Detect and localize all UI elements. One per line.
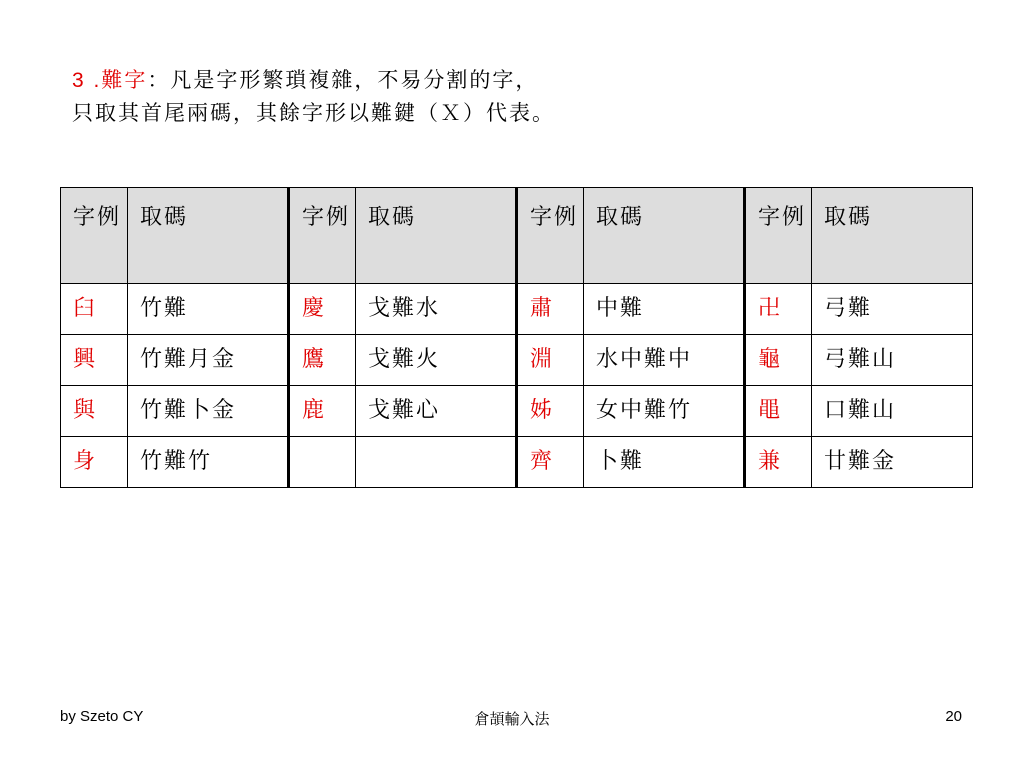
difficult-characters-table [60, 187, 973, 488]
footer-title: 倉頡輸入法 [474, 711, 550, 728]
example-char [289, 437, 356, 488]
code-cell: 女中難竹 [584, 386, 745, 437]
footer-author: by Szeto CY [60, 708, 144, 725]
code-cell: 戈難火 [356, 335, 517, 386]
example-char: 齊 [517, 437, 584, 488]
example-char: 興 [61, 335, 128, 386]
code-cell [356, 437, 517, 488]
example-char: 鹿 [289, 386, 356, 437]
example-char: 淵 [517, 335, 584, 386]
heading-line-2: 只取其首尾兩碼，其餘字形以難鍵（Ｘ）代表。 [72, 101, 555, 125]
example-char: 身 [61, 437, 128, 488]
code-cell: 弓難 [812, 284, 973, 335]
code-cell: 中難 [584, 284, 745, 335]
code-cell: 口難山 [812, 386, 973, 437]
header-code: 取碼 [812, 188, 973, 284]
table-header-row [61, 188, 973, 284]
example-char: 慶 [289, 284, 356, 335]
slide-heading [72, 64, 555, 130]
example-char: 龜 [745, 335, 812, 386]
heading-line1-text: ：凡是字形繁瑣複雜，不易分割的字， [147, 68, 539, 92]
example-char: 卍 [745, 284, 812, 335]
example-char: 鷹 [289, 335, 356, 386]
heading-line-1 [72, 64, 555, 97]
heading-number: 3 . [72, 69, 102, 92]
header-example-char: 字例 [289, 188, 356, 284]
header-code: 取碼 [128, 188, 289, 284]
heading-term: 難字 [101, 68, 148, 92]
code-cell: 廿難金 [812, 437, 973, 488]
page-number: 20 [945, 708, 962, 725]
header-code: 取碼 [584, 188, 745, 284]
code-cell: 竹難卜金 [128, 386, 289, 437]
code-cell: 竹難月金 [128, 335, 289, 386]
example-char: 肅 [517, 284, 584, 335]
example-char: 黽 [745, 386, 812, 437]
header-example-char: 字例 [745, 188, 812, 284]
table-row [61, 437, 973, 488]
code-cell: 戈難水 [356, 284, 517, 335]
header-example-char: 字例 [517, 188, 584, 284]
table-row [61, 284, 973, 335]
code-cell: 竹難竹 [128, 437, 289, 488]
code-cell: 弓難山 [812, 335, 973, 386]
code-cell: 竹難 [128, 284, 289, 335]
code-cell: 水中難中 [584, 335, 745, 386]
example-char: 與 [61, 386, 128, 437]
header-code: 取碼 [356, 188, 517, 284]
example-char: 臼 [61, 284, 128, 335]
example-char: 兼 [745, 437, 812, 488]
example-char: 姊 [517, 386, 584, 437]
code-cell: 卜難 [584, 437, 745, 488]
table-row [61, 335, 973, 386]
code-cell: 戈難心 [356, 386, 517, 437]
table-row [61, 386, 973, 437]
header-example-char: 字例 [61, 188, 128, 284]
